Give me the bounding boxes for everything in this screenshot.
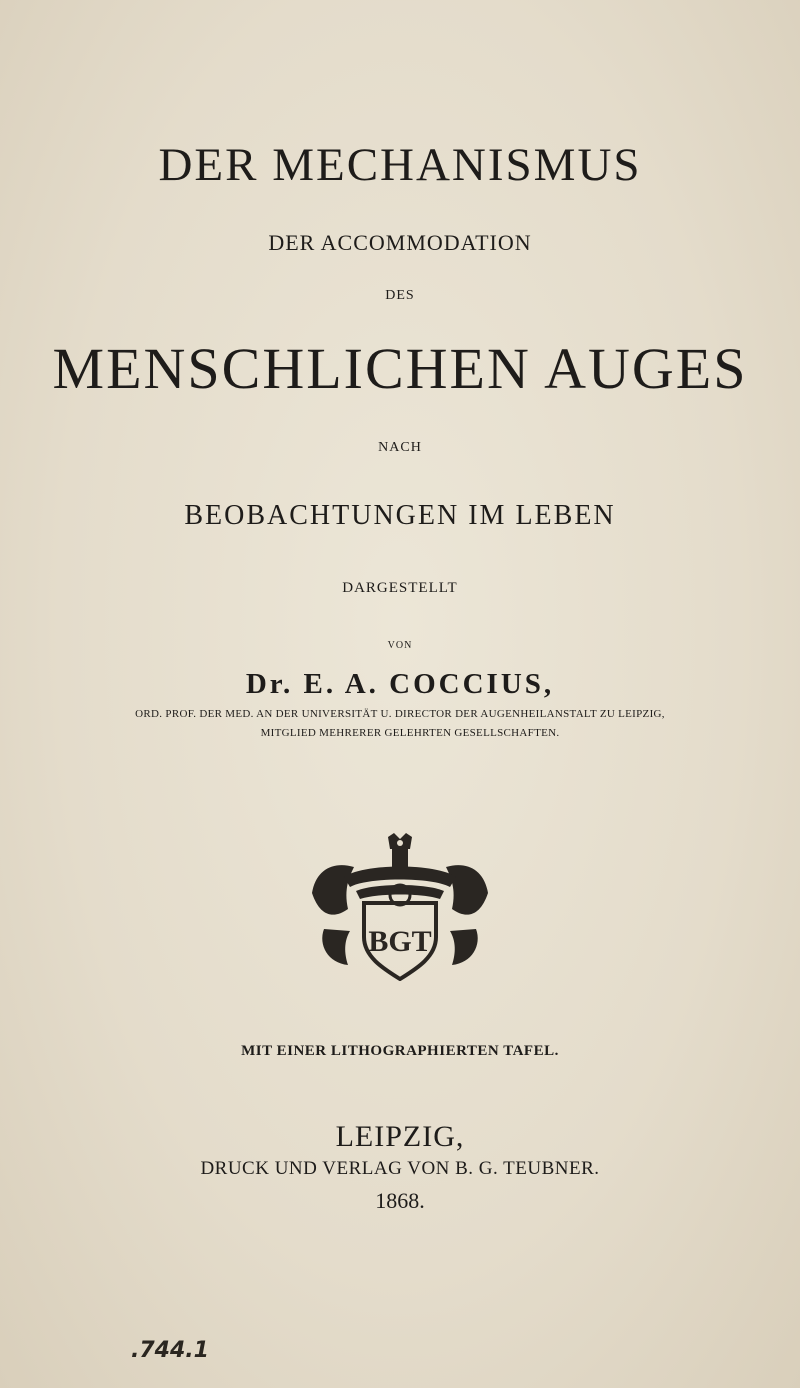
- emblem-monogram: BGT: [368, 925, 432, 958]
- title-line-4: MENSCHLICHEN AUGES: [52, 336, 748, 401]
- title-line-1: DER MECHANISMUS: [158, 139, 642, 191]
- handwritten-shelf-mark: .744.1: [131, 1338, 209, 1363]
- author-name: Dr. E. A. COCCIUS,: [245, 668, 555, 700]
- publisher-line: DRUCK UND VERLAG VON B. G. TEUBNER.: [200, 1158, 600, 1179]
- author-affiliation-2: MITGLIED MEHRERER GELEHRTEN GESELLSCHAFTEN.: [260, 727, 560, 739]
- publication-year: 1868.: [375, 1188, 425, 1213]
- title-line-3: DES: [385, 288, 415, 303]
- author-affiliation-1: ORD. PROF. DER MED. AN DER UNIVERSITÄT U. DIRECTOR DER AUGENHEILANSTALT ZU LEIPZIG,: [135, 708, 665, 720]
- title-line-5: NACH: [378, 440, 422, 455]
- plate-note: MIT EINER LITHOGRAPHIERTEN TAFEL.: [241, 1043, 559, 1059]
- title-line-6: BEOBACHTUNGEN IM LEBEN: [184, 500, 616, 531]
- title-line-8: VON: [387, 640, 413, 651]
- title-line-2: DER ACCOMMODATION: [268, 230, 532, 255]
- publisher-emblem-icon: [304, 833, 496, 981]
- publisher-city: LEIPZIG,: [335, 1120, 465, 1153]
- title-line-7: DARGESTELLT: [342, 580, 458, 596]
